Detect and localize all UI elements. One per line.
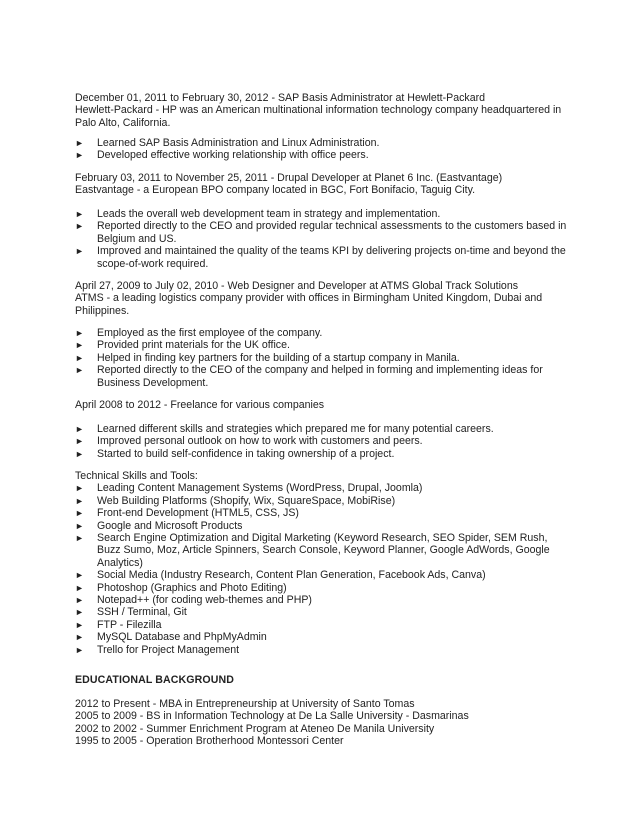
skills-list (75, 482, 565, 656)
list-item: ► Leads the overall web development team in strategy and implementation. (75, 208, 441, 220)
list-item: ► Improved and maintained the quality of the teams KPI by delivering projects on-time and beyond the scope-of-work required. (75, 245, 566, 270)
job-title: April 27, 2009 to July 02, 2010 - Web Designer and Developer at ATMS Global Track Solutions (75, 280, 519, 292)
job-title: February 03, 2011 to November 25, 2011 - Drupal Developer at Planet 6 Inc. (Eastvantage) (75, 172, 503, 184)
job-bullets-planet6 (75, 208, 565, 270)
bullet-arrow-icon: ► (75, 582, 84, 593)
bullet-arrow-icon: ► (75, 340, 84, 351)
bullet-arrow-icon: ► (75, 209, 84, 219)
list-item: ► Google and Microsoft Products (75, 519, 243, 532)
list-item: ► Employed as the first employee of the company. (75, 327, 323, 339)
bullet-arrow-icon: ► (75, 533, 84, 544)
job-title: April 2008 to 2012 - Freelance for various companies (75, 399, 325, 411)
bullet-arrow-icon: ► (75, 436, 84, 447)
bullet-arrow-icon: ► (75, 352, 84, 363)
bullet-arrow-icon: ► (75, 424, 84, 434)
job-bullets-hp (75, 137, 565, 162)
job-title: December 01, 2011 to February 30, 2012 - SAP Basis Administrator at Hewlett-Packard (75, 92, 486, 104)
bullet-arrow-icon: ► (75, 138, 84, 148)
bullet-arrow-icon: ► (75, 595, 84, 606)
list-item: ► Reported directly to the CEO and provided regular technical assessments to the customers based in Belgium and US. (75, 220, 567, 245)
list-item: ► Search Engine Optimization and Digital Marketing (Keyword Research, SEO Spider, SEM Rush, Buzz Sumo, Moz, Article Spinners, Search Console, Keyword Planner, Google AdWords, Google Analytics) (75, 532, 550, 569)
bullet-arrow-icon: ► (75, 619, 84, 630)
bullet-arrow-icon: ► (75, 221, 84, 232)
job-description: Hewlett-Packard - HP was an American multinational information technology company headquartered in (75, 104, 562, 117)
list-item: ► Front-end Development (HTML5, CSS, JS) (75, 507, 299, 520)
list-item: ► Social Media (Industry Research, Content Plan Generation, Facebook Ads, Canva) (75, 569, 486, 582)
list-item: ► Developed effective working relationship with office peers. (75, 149, 369, 162)
list-item: ► SSH / Terminal, Git (75, 606, 187, 619)
job-description: ATMS - a leading logistics company provider with offices in Birmingham United Kingdom, Dubai and (75, 292, 543, 305)
list-item: ► FTP - Filezilla (75, 618, 162, 631)
job-bullets-freelance (75, 423, 565, 460)
job-entry-atms (75, 280, 565, 317)
bullet-arrow-icon: ► (75, 632, 84, 643)
list-item: ► Learned SAP Basis Administration and Linux Administration. (75, 137, 380, 149)
bullet-arrow-icon: ► (75, 246, 84, 257)
job-entry-hp (75, 92, 565, 129)
bullet-arrow-icon: ► (75, 570, 84, 581)
bullet-arrow-icon: ► (75, 483, 84, 494)
bullet-arrow-icon: ► (75, 328, 84, 338)
job-entry-freelance (75, 399, 565, 411)
education-section (75, 674, 565, 686)
list-item: ► MySQL Database and PhpMyAdmin (75, 631, 267, 644)
list-item: 2002 to 2002 - Summer Enrichment Program at Ateneo De Manila University (75, 722, 435, 735)
bullet-arrow-icon: ► (75, 365, 84, 376)
job-description: Palo Alto, California. (75, 116, 171, 129)
list-item: 1995 to 2005 - Operation Brotherhood Montessori Center (75, 735, 344, 748)
job-entry-planet6 (75, 172, 565, 197)
list-item: ► Notepad++ (for coding web-themes and PHP) (75, 594, 312, 607)
bullet-arrow-icon: ► (75, 520, 84, 531)
list-item: ► Started to build self-confidence in taking ownership of a project. (75, 447, 395, 460)
job-bullets-atms (75, 327, 565, 389)
list-item: 2012 to Present - MBA in Entrepreneurship at University of Santo Tomas (75, 698, 415, 710)
bullet-arrow-icon: ► (75, 508, 84, 519)
list-item: 2005 to 2009 - BS in Information Technology at De La Salle University - Dasmarinas (75, 710, 469, 723)
bullet-arrow-icon: ► (75, 495, 84, 506)
education-list (75, 698, 565, 748)
skills-heading: Technical Skills and Tools: (75, 470, 198, 482)
list-item: ► Trello for Project Management (75, 643, 240, 656)
bullet-arrow-icon: ► (75, 607, 84, 618)
bullet-arrow-icon: ► (75, 644, 84, 655)
bullet-arrow-icon: ► (75, 448, 84, 459)
skills-section (75, 470, 565, 656)
list-item: ► Web Building Platforms (Shopify, Wix, SquareSpace, MobiRise) (75, 494, 396, 507)
list-item: ► Leading Content Management Systems (WordPress, Drupal, Joomla) (75, 482, 423, 495)
job-description: Philippines. (75, 304, 130, 317)
list-item: ► Reported directly to the CEO of the company and helped in forming and implementing ideas for Business Development. (75, 364, 543, 389)
job-description: Eastvantage - a European BPO company located in BGC, Fort Bonifacio, Taguig City. (75, 184, 476, 197)
list-item: ► Learned different skills and strategies which prepared me for many potential careers. (75, 423, 494, 435)
list-item: ► Helped in finding key partners for the building of a startup company in Manila. (75, 351, 460, 364)
list-item: ► Improved personal outlook on how to work with customers and peers. (75, 435, 423, 448)
bullet-arrow-icon: ► (75, 150, 84, 161)
list-item: ► Provided print materials for the UK office. (75, 339, 290, 352)
education-heading: EDUCATIONAL BACKGROUND (75, 674, 234, 686)
list-item: ► Photoshop (Graphics and Photo Editing) (75, 581, 287, 594)
